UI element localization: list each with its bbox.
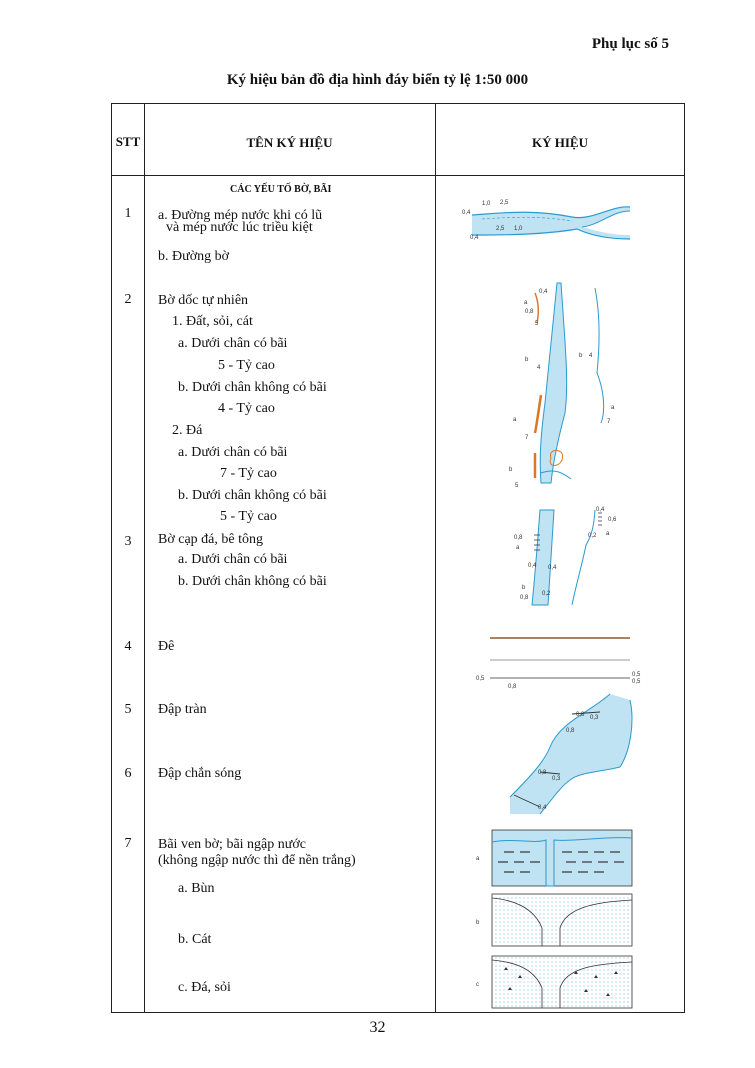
row-number: 2	[124, 292, 132, 307]
symbol-label: 0,3	[552, 776, 561, 782]
symbol-label: 0,4	[528, 563, 537, 569]
symbol-label: 7	[525, 435, 529, 441]
section-title: CÁC YẾU TỐ BỜ, BÃI	[230, 184, 332, 195]
symbol-label: 0,4	[462, 210, 471, 216]
symbol-label: 0,8	[520, 595, 529, 601]
symbol-label: a	[524, 300, 528, 306]
row-text: a. Bùn	[178, 881, 215, 896]
symbol-label: 0,2	[588, 533, 597, 539]
symbol-label: a	[611, 405, 615, 411]
symbol-label: 0,8	[538, 770, 547, 776]
page-title: Ký hiệu bản đồ địa hình đáy biển tỷ lệ 1:50 000	[226, 72, 529, 88]
symbol-label: 0,4	[548, 565, 557, 571]
symbol-label: 4	[537, 365, 541, 371]
row-text: a. Dưới chân có bãi	[178, 336, 288, 351]
row-number: 6	[124, 766, 132, 781]
row-number: 3	[124, 534, 132, 549]
symbol-label: 0,3	[590, 715, 599, 721]
column-divider	[144, 104, 145, 1012]
symbol-label: a	[476, 856, 480, 862]
symbol-label: 0,4	[470, 235, 479, 241]
row-text: c. Đá, sỏi	[178, 980, 231, 995]
symbol-label: b	[525, 357, 529, 363]
symbol-label: 0,4	[596, 507, 605, 513]
row-text: Đập chắn sóng	[158, 766, 242, 781]
row-text: 1. Đất, sỏi, cát	[172, 314, 253, 329]
symbol-label: 0,6	[608, 517, 617, 523]
symbol-label: 5	[535, 321, 539, 327]
symbol-label: 4	[589, 353, 593, 359]
symbol-label: 0,4	[539, 289, 548, 295]
column-divider	[435, 104, 436, 1012]
symbol-stone-bank	[510, 505, 630, 615]
symbol-label: 0,8	[566, 728, 575, 734]
row-text: b. Dưới chân không có bãi	[178, 488, 327, 503]
row-text: 2. Đá	[172, 423, 203, 438]
row-text: Bờ dốc tự nhiên	[158, 293, 249, 308]
row-number: 4	[124, 639, 132, 654]
symbol-dam	[500, 692, 650, 817]
symbol-label: 2,5	[500, 200, 509, 206]
row-number: 5	[124, 702, 132, 717]
row-text: 4 - Tỷ cao	[218, 401, 275, 416]
symbol-label: 1,0	[514, 226, 523, 232]
row-text: b. Đường bờ	[158, 249, 230, 264]
symbol-label: a	[516, 545, 520, 551]
symbol-label: 0,8	[525, 309, 534, 315]
header-stt: STT	[115, 134, 141, 149]
row-text: a. Dưới chân có bãi	[178, 552, 288, 567]
symbol-label: a	[513, 417, 517, 423]
symbol-label: 0,8	[514, 535, 523, 541]
symbol-label: 7	[607, 419, 611, 425]
row-text: a. Đường mép nước khi có lũ	[158, 208, 323, 223]
symbol-label: a	[606, 531, 610, 537]
row-text: b. Dưới chân không có bãi	[178, 574, 327, 589]
symbol-label: 5	[515, 483, 519, 489]
header-name: TÊN KÝ HIỆU	[246, 135, 333, 150]
symbol-foreshore	[474, 828, 634, 1013]
page-number: 32	[369, 1019, 386, 1036]
symbol-label: c	[476, 982, 479, 988]
appendix-label: Phụ lục số 5	[591, 36, 669, 52]
row-text: a. Dưới chân có bãi	[178, 445, 288, 460]
row-number: 7	[124, 836, 132, 851]
symbol-label: 0,4	[538, 805, 547, 811]
symbol-label: b	[522, 585, 526, 591]
symbol-label: 1,0	[482, 201, 491, 207]
row-text: Đê	[158, 639, 175, 654]
symbol-natural-bank	[505, 283, 625, 498]
header-symbol: KÝ HIỆU	[532, 135, 588, 150]
symbol-label: 2,5	[496, 226, 505, 232]
row-number: 1	[124, 206, 132, 221]
row-text: Bãi ven bờ; bãi ngập nước	[158, 837, 306, 852]
row-text: Bờ cạp đá, bê tông	[158, 532, 263, 547]
row-text: 7 - Tỷ cao	[220, 466, 277, 481]
row-text: và mép nước lúc triều kiệt	[166, 220, 313, 235]
row-text: (không ngập nước thì để nền trắng)	[158, 853, 356, 868]
symbol-dike	[470, 632, 650, 692]
symbol-label: 0,8	[576, 712, 585, 718]
symbol-label: 0,5	[632, 672, 641, 678]
header-divider	[112, 175, 684, 176]
symbol-label: 0,8	[508, 684, 517, 690]
symbol-label: b	[476, 920, 480, 926]
symbol-label: 0,5	[632, 679, 641, 685]
row-text: b. Cát	[178, 932, 212, 947]
row-text: b. Dưới chân không có bãi	[178, 380, 327, 395]
row-text: 5 - Tỷ cao	[220, 509, 277, 524]
symbol-label: b	[579, 353, 583, 359]
symbol-label: 0,2	[542, 591, 551, 597]
symbol-label: b	[509, 467, 513, 473]
symbol-water-edge	[462, 195, 642, 250]
row-text: Đập tràn	[158, 702, 207, 717]
symbol-label: 0,5	[476, 676, 485, 682]
row-text: 5 - Tỷ cao	[218, 358, 275, 373]
